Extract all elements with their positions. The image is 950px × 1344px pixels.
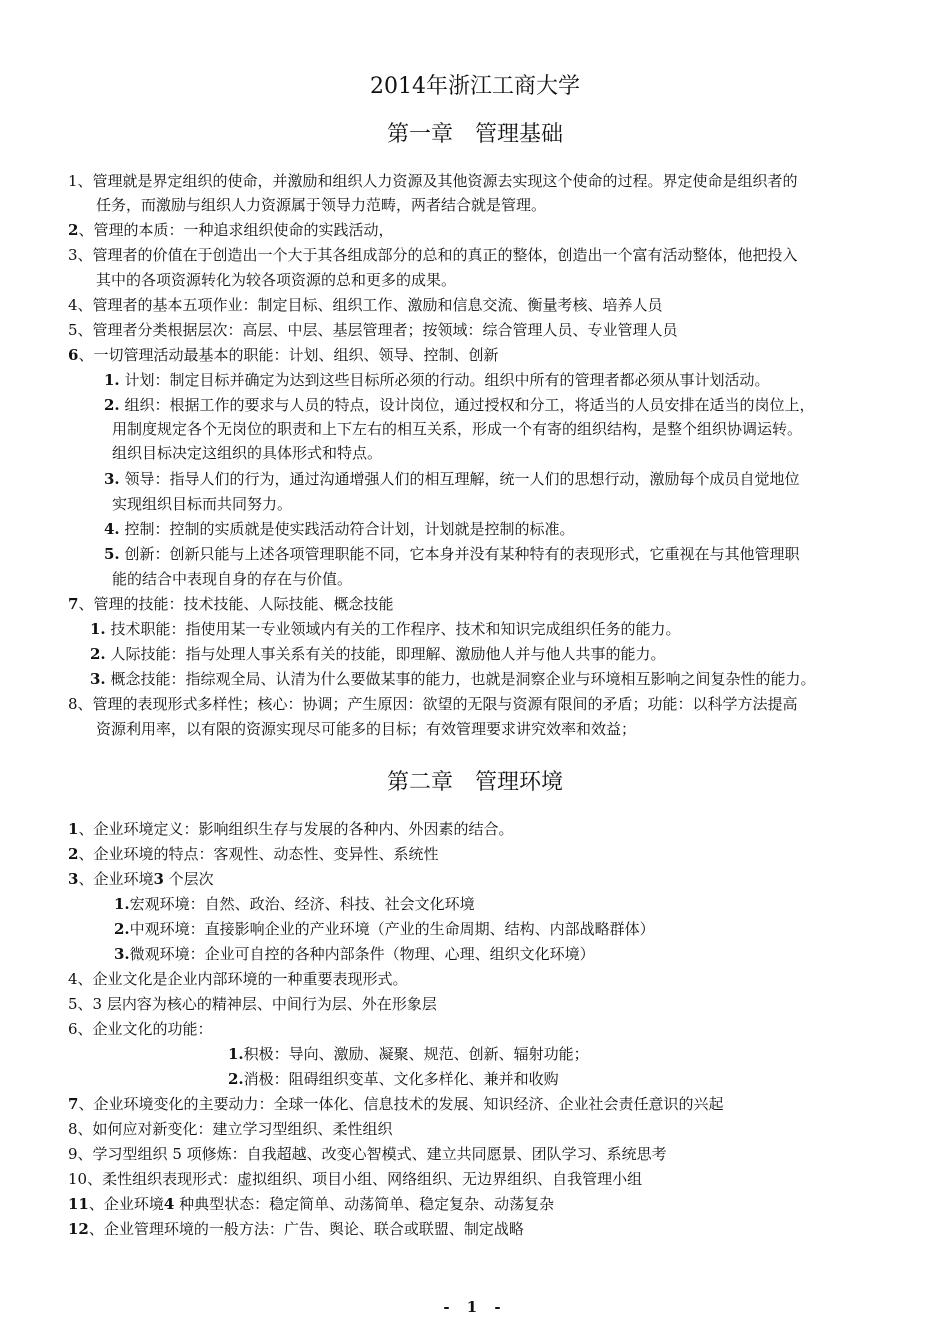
list-item-continuation: 其中的各项资源转化为较各项资源的总和更多的成果。 — [96, 271, 457, 289]
function-item: 1. 计划：制定目标并确定为达到这些目标所必须的行动。组织中所有的管理者都必须从事计划活动。 — [104, 371, 770, 389]
function-item: 4. 控制：控制的实质就是使实践活动符合计划，计划就是控制的标准。 — [104, 520, 575, 538]
level-item: 3.微观环境：企业可自控的各种内部条件（物理、心理、组织文化环境） — [114, 945, 595, 963]
skill-item: 2. 人际技能：指与处理人事关系有关的技能，即理解、激励他人并与他人共事的能力。 — [90, 645, 666, 663]
list-item-continuation: 资源利用率，以有限的资源实现尽可能多的目标；有效管理要求讲究效率和效益； — [96, 720, 637, 738]
page-title: 2014年浙江工商大学 — [370, 74, 580, 99]
culture-item: 2.消极：阻碍组织变革、文化多样化、兼并和收购 — [228, 1070, 559, 1088]
function-item-continuation: 实现组织目标而共同努力。 — [112, 495, 293, 513]
list-item: 1、管理就是界定组织的使命，并激励和组织人力资源及其他资源去实现这个使命的过程。界定使命是组织者的 — [68, 172, 798, 190]
list-item: 12、企业管理环境的一般方法：广告、舆论、联合或联盟、制定战略 — [68, 1220, 524, 1238]
list-item: 1、企业环境定义：影响组织生存与发展的各种内、外因素的结合。 — [68, 820, 514, 838]
page-number: - 1 - — [443, 1298, 507, 1316]
list-item: 6、企业文化的功能： — [68, 1020, 213, 1038]
list-item: 4、管理者的基本五项作业：制定目标、组织工作、激励和信息交流、衡量考核、培养人员 — [68, 296, 663, 314]
list-item: 5、管理者分类根据层次：高层、中层、基层管理者；按领域：综合管理人员、专业管理人员 — [68, 321, 678, 339]
chapter-1-heading: 第一章 管理基础 — [386, 122, 563, 147]
list-item: 11、企业环境4 种典型状态：稳定简单、动荡简单、稳定复杂、动荡复杂 — [68, 1195, 555, 1213]
function-item-continuation: 用制度规定各个无岗位的职责和上下左右的相互关系，形成一个有寄的组织结构，是整个组织协调运转。 — [112, 420, 803, 438]
level-item: 2.中观环境：直接影响企业的产业环境（产业的生命周期、结构、内部战略群体） — [114, 920, 655, 938]
list-item: 3、管理者的价值在于创造出一个大于其各组成部分的总和的真正的整体，创造出一个富有活动整体，他把投入 — [68, 246, 798, 264]
skill-item: 1. 技术职能：指使用某一专业领域内有关的工作程序、技术和知识完成组织任务的能力。 — [90, 620, 681, 638]
function-item: 2. 组织：根据工作的要求与人员的特点，设计岗位，通过授权和分工，将适当的人员安排在适当的岗位上， — [104, 396, 815, 414]
list-item: 2、管理的本质：一种追求组织使命的实践活动， — [68, 221, 394, 239]
list-item: 8、管理的表现形式多样性；核心：协调；产生原因：欲望的无限与资源有限间的矛盾；功能：以科学方法提高 — [68, 695, 798, 713]
list-item: 8、如何应对新变化：建立学习型组织、柔性组织 — [68, 1120, 393, 1138]
function-item: 3. 领导：指导人们的行为，通过沟通增强人们的相互理解，统一人们的思想行动，激励每个成员自觉地位 — [104, 470, 800, 488]
list-item: 7、企业环境变化的主要动力：全球一体化、信息技术的发展、知识经济、企业社会责任意识的兴起 — [68, 1095, 724, 1113]
list-item: 7、管理的技能：技术技能、人际技能、概念技能 — [68, 595, 394, 613]
skill-item: 3. 概念技能：指综观全局、认清为什么要做某事的能力，也就是洞察企业与环境相互影响之间复杂性的能力。 — [90, 670, 816, 688]
list-item: 9、学习型组织 5 项修炼：自我超越、改变心智模式、建立共同愿景、团队学习、系统思考 — [68, 1145, 667, 1163]
list-item: 4、企业文化是企业内部环境的一种重要表现形式。 — [68, 970, 408, 988]
chapter-2-heading: 第二章 管理环境 — [386, 770, 563, 795]
list-item-continuation: 任务，而激励与组织人力资源属于领导力范畴，两者结合就是管理。 — [96, 196, 547, 214]
list-item: 2、企业环境的特点：客观性、动态性、变异性、系统性 — [68, 845, 439, 863]
level-item: 1.宏观环境：自然、政治、经济、科技、社会文化环境 — [114, 895, 475, 913]
function-item-continuation: 能的结合中表现自身的存在与价值。 — [112, 570, 353, 588]
list-item: 10、柔性组织表现形式：虚拟组织、项目小组、网络组织、无边界组织、自我管理小组 — [68, 1170, 643, 1188]
list-item: 3、企业环境3 个层次 — [68, 870, 214, 888]
function-item: 5. 创新：创新只能与上述各项管理职能不同，它本身并没有某种特有的表现形式，它重视在与其他管理职 — [104, 545, 800, 563]
function-item-continuation: 组织目标决定这组织的具体形式和特点。 — [112, 444, 383, 462]
list-item: 5、3 层内容为核心的精神层、中间行为层、外在形象层 — [68, 995, 437, 1013]
list-item: 6、一切管理活动最基本的职能：计划、组织、领导、控制、创新 — [68, 346, 499, 364]
culture-item: 1.积极：导向、激励、凝聚、规范、创新、辐射功能； — [228, 1045, 589, 1063]
